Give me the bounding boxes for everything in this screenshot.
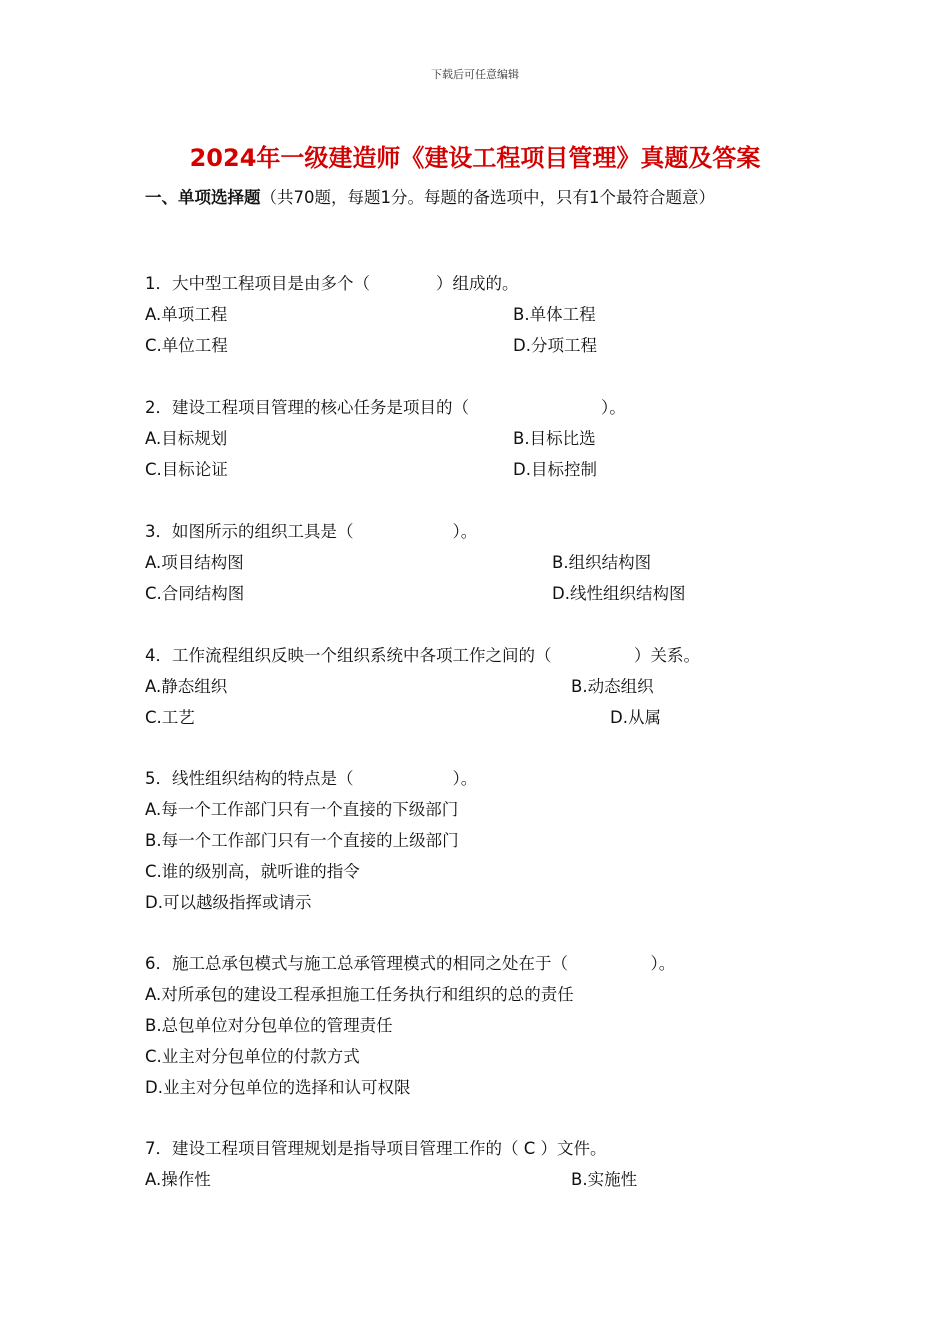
question-6-option-c: C.业主对分包单位的付款方式	[145, 1047, 360, 1066]
question-4-option-a: A.静态组织	[145, 677, 228, 696]
question-2-option-a: A.目标规划	[145, 429, 228, 448]
question-6-option-d: D.业主对分包单位的选择和认可权限	[145, 1078, 411, 1097]
question-3-option-c: C.合同结构图	[145, 584, 245, 603]
question-3-option-a: A.项目结构图	[145, 553, 244, 572]
question-1-option-a: A.单项工程	[145, 305, 228, 324]
question-3-option-d: D.线性组织结构图	[552, 584, 686, 603]
question-5-option-d: D.可以越级指挥或请示	[145, 893, 312, 912]
question-5-option-b: B.每一个工作部门只有一个直接的上级部门	[145, 831, 459, 850]
question-6-stem: 6．施工总承包模式与施工总承管理模式的相同之处在于（ ）。	[145, 954, 676, 973]
question-3-option-b: B.组织结构图	[552, 553, 652, 572]
question-5-option-c: C.谁的级别高，就听谁的指令	[145, 862, 360, 881]
question-6-option-a: A.对所承包的建设工程承担施工任务执行和组织的总的责任	[145, 985, 574, 1004]
question-2-option-b: B.目标比选	[513, 429, 596, 448]
question-1-option-c: C.单位工程	[145, 336, 228, 355]
section-heading-label: 一、单项选择题	[145, 188, 261, 207]
page-header: 下载后可任意编辑	[431, 68, 519, 81]
question-4-option-c: C.工艺	[145, 708, 195, 727]
question-1-option-d: D.分项工程	[513, 336, 597, 355]
question-2-stem: 2．建设工程项目管理的核心任务是项目的（ ）。	[145, 398, 626, 417]
document-title: 2024年一级建造师《建设工程项目管理》真题及答案	[189, 144, 761, 172]
question-6-option-b: B.总包单位对分包单位的管理责任	[145, 1016, 393, 1035]
question-5-stem: 5．线性组织结构的特点是（ ）。	[145, 769, 478, 788]
question-1-option-b: B.单体工程	[513, 305, 596, 324]
question-3-stem: 3．如图所示的组织工具是（ ）。	[145, 522, 478, 541]
question-4-stem: 4．工作流程组织反映一个组织系统中各项工作之间的（ ）关系。	[145, 646, 700, 665]
question-4-option-b: B.动态组织	[571, 677, 654, 696]
question-7-option-a: A.操作性	[145, 1170, 211, 1189]
question-5-option-a: A.每一个工作部门只有一个直接的下级部门	[145, 800, 459, 819]
question-4-option-d: D.从属	[610, 708, 661, 727]
section-heading	[145, 186, 805, 210]
question-7-stem: 7．建设工程项目管理规划是指导项目管理工作的（ C ）文件。	[145, 1139, 607, 1158]
question-2-option-d: D.目标控制	[513, 460, 597, 479]
question-2-option-c: C.目标论证	[145, 460, 228, 479]
question-1-stem: 1．大中型工程项目是由多个（ ）组成的。	[145, 274, 519, 293]
question-7-option-b: B.实施性	[571, 1170, 638, 1189]
section-note: （共70题，每题1分。每题的备选项中，只有1个最符合题意）	[260, 188, 715, 207]
